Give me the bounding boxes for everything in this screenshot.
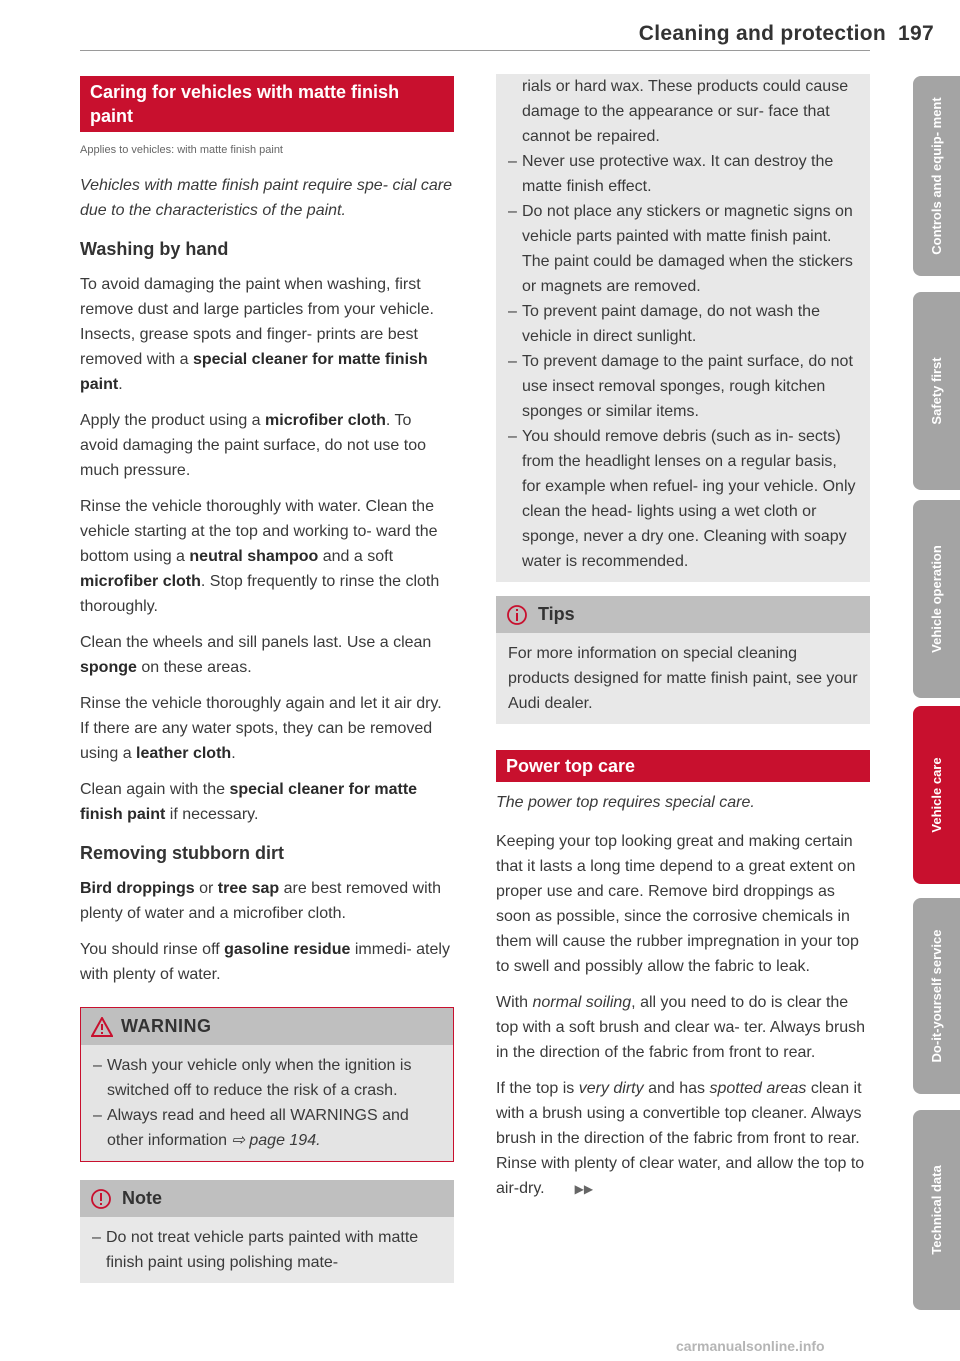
list-item: – You should remove debris (such as in- sects) from the headlight lenses on a regular basis, for example when refuel- ing your vehicle. Only clean the head- lights using a wet cloth or sponge, never a dry one. Cleaning with soapy water is recommended. (508, 428, 856, 570)
list-item: – To prevent damage to the paint surface, do not use insect removal sponges, rough kitchen sponges or similar items. (508, 353, 853, 420)
watermark: carmanualsonline.info (676, 1338, 825, 1354)
tab-vehicle-care[interactable]: Vehicle care (913, 706, 960, 884)
running-header (560, 22, 934, 46)
intro-text: Vehicles with matte finish paint require spe- cial care due to the characteristics of the paint. (80, 177, 453, 219)
section-title: Power top care (496, 750, 870, 782)
tab-controls-and-equipment[interactable]: Controls and equip- ment (913, 76, 960, 276)
section-title: Caring for vehicles with matte finish paint (80, 76, 454, 132)
subheading-washing: Washing by hand (80, 239, 229, 259)
exclamation-circle-icon (90, 1188, 112, 1210)
tab-safety-first[interactable]: Safety first (913, 292, 960, 490)
note-header (80, 1180, 454, 1217)
applies-note: Applies to vehicles: with matte finish paint (80, 144, 283, 156)
info-circle-icon (506, 604, 528, 626)
tips-title: Tips (538, 604, 575, 624)
paragraph: Apply the product using a microfiber cloth. To avoid damaging the paint surface, do not use too much pressure. (80, 412, 427, 479)
paragraph: Rinse the vehicle thoroughly again and let it air dry. If there are any water spots, they can be removed using a leather cloth. (80, 695, 442, 762)
list-item: – Do not place any stickers or magnetic signs on vehicle parts painted with matte finish paint. The paint could be damaged when the stickers or magnets are removed. (508, 203, 853, 295)
note-box-continued (496, 74, 870, 582)
list-item: rials or hard wax. These products could cause damage to the appearance or sur- face that cannot be repaired. (522, 78, 849, 145)
right-column (496, 76, 870, 1213)
paragraph: Clean the wheels and sill panels last. Use a clean sponge on these areas. (80, 634, 432, 676)
subheading-stubborn: Removing stubborn dirt (80, 843, 284, 863)
warning-header (81, 1008, 453, 1045)
list-item: – Never use protective wax. It can destroy the matte finish effect. (508, 153, 834, 195)
header-rule (80, 50, 870, 51)
tips-box (496, 596, 870, 724)
list-item: – Always read and heed all WARNINGS and other information ⇨ page 194. (93, 1107, 409, 1149)
tab-technical-data[interactable]: Technical data (913, 1110, 960, 1310)
list-item: – Do not treat vehicle parts painted with matte finish paint using polishing mate- (92, 1229, 419, 1271)
warning-triangle-icon (91, 1017, 113, 1037)
paragraph: Bird droppings or tree sap are best removed with plenty of water and a microfiber cloth. (80, 880, 442, 922)
left-column (80, 76, 454, 1283)
intro-text: The power top requires special care. (496, 794, 755, 811)
paragraph: If the top is very dirty and has spotted areas clean it with a brush using a convertible top cleaner. Always brush in the direction of the fabric from front to rear. Rinse with plenty of clear water, and allow the top to air-dry. ▶▶ (496, 1076, 870, 1202)
paragraph: Rinse the vehicle thoroughly with water. Clean the vehicle starting at the top and working to- ward the bottom using a neutral shampoo and a soft microfiber cloth. Stop frequently to rinse the cloth thoroughly. (80, 498, 440, 615)
note-box (80, 1180, 454, 1283)
list-item: – To prevent paint damage, do not wash the vehicle in direct sunlight. (508, 303, 820, 345)
list-item: – Wash your vehicle only when the ignition is switched off to reduce the risk of a crash. (93, 1057, 412, 1099)
tab-do-it-yourself-service[interactable]: Do-it-yourself service (913, 898, 960, 1094)
paragraph: Keeping your top looking great and making certain that it lasts a long time depend to a great extent on proper use and care. Remove bird droppings as soon as possible, since the corrosive chemicals in them will cause the rubber impregnation in your top to swell and possibly allow the fabric to leak. (496, 833, 859, 975)
tips-text: For more information on special cleaning products designed for matte finish paint, see your Audi dealer. (508, 645, 858, 712)
note-title: Note (122, 1188, 162, 1208)
page-number: 197 (898, 22, 934, 45)
continue-arrow-icon: ▶▶ (574, 1182, 594, 1196)
warning-title: WARNING (121, 1016, 212, 1036)
paragraph: You should rinse off gasoline residue immedi- ately with plenty of water. (80, 941, 450, 983)
paragraph: With normal soiling, all you need to do is clear the top with a soft brush and clear wa- ter. Always brush in the direction of the fabric from front to rear. (496, 994, 866, 1061)
running-header-section: Cleaning and protection (638, 22, 887, 45)
warning-box (80, 1007, 454, 1162)
paragraph: To avoid damaging the paint when washing, first remove dust and large particles from your vehicle. Insects, grease spots and finger- prints are best removed with a special cleaner for matte finish paint. (80, 276, 434, 393)
paragraph: Clean again with the special cleaner for matte finish paint if necessary. (80, 781, 418, 823)
tab-vehicle-operation[interactable]: Vehicle operation (913, 500, 960, 698)
page-reference-link[interactable]: ⇨ page 194. (231, 1132, 321, 1149)
tips-header (496, 596, 870, 633)
